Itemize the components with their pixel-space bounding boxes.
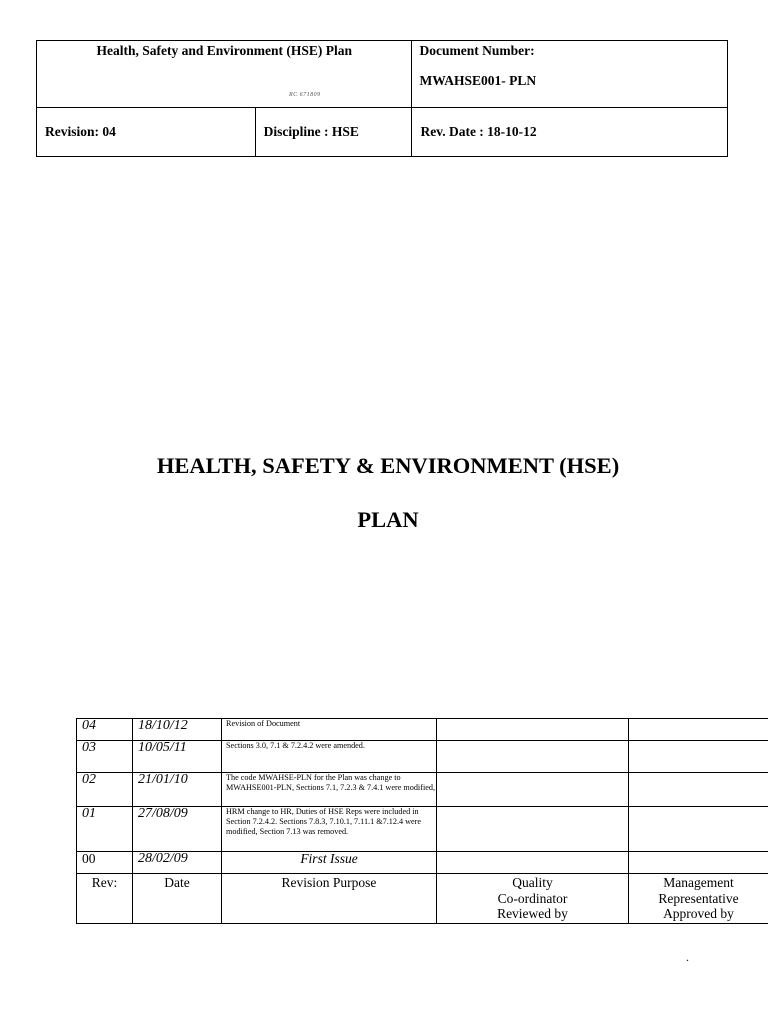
header-title-cell <box>37 41 412 108</box>
approved-cell <box>629 852 768 874</box>
table-row <box>77 773 768 807</box>
approved-cell <box>629 773 768 807</box>
revision-cell <box>37 108 256 157</box>
approved-cell <box>629 807 768 852</box>
date-cell: 18/10/12 <box>133 719 222 741</box>
stamp-text: RC 671809 <box>289 92 321 98</box>
date-cell: 27/08/09 <box>133 807 222 852</box>
table-row <box>77 807 768 852</box>
reviewed-cell <box>437 852 629 874</box>
quality-line-1: Quality <box>512 875 553 890</box>
reviewed-cell <box>437 719 629 741</box>
document-number-cell <box>412 41 728 108</box>
purpose-cell: First Issue <box>222 852 437 874</box>
document-header-table <box>36 40 728 157</box>
date-cell: 21/01/10 <box>133 773 222 807</box>
rev-date-cell <box>412 108 728 157</box>
table-row <box>77 719 768 741</box>
footer-mark: . <box>686 950 689 964</box>
table-row <box>77 741 768 773</box>
mgmt-line-1: Management <box>663 875 734 890</box>
purpose-cell: The code MWAHSE-PLN for the Plan was change to MWAHSE001-PLN, Sections 7.1, 7.2.3 & 7.4.1 were modified, <box>222 773 437 807</box>
rev-cell: 01 <box>77 807 133 852</box>
revision-text: Revision: 04 <box>45 124 116 139</box>
rev-date-text: Rev. Date : 18-10-12 <box>420 124 537 139</box>
rev-cell: 02 <box>77 773 133 807</box>
document-title: Health, Safety and Environment (HSE) Plan <box>96 43 352 58</box>
reviewed-cell <box>437 741 629 773</box>
approved-cell <box>629 719 768 741</box>
reviewed-cell <box>437 807 629 852</box>
reviewed-by-column-header <box>437 874 629 924</box>
date-cell: 10/05/11 <box>133 741 222 773</box>
rev-column-header: Rev: <box>77 874 133 924</box>
purpose-cell: Sections 3.0, 7.1 & 7.2.4.2 were amended. <box>222 741 437 773</box>
purpose-cell: HRM change to HR, Duties of HSE Reps were included in Section 7.2.4.2. Sections 7.8.3, 7.10.1, 7.11.1 &7.12.4 were modified, Section 7.13 was removed. <box>222 807 437 852</box>
rev-cell: 04 <box>77 719 133 741</box>
discipline-text: Discipline : HSE <box>263 124 359 139</box>
reviewed-cell <box>437 773 629 807</box>
rev-cell: 03 <box>77 741 133 773</box>
purpose-column-header: Revision Purpose <box>222 874 437 924</box>
revision-history-table <box>76 718 768 924</box>
document-number-label: Document Number: <box>419 43 535 58</box>
table-row <box>77 852 768 874</box>
mgmt-line-2: Representative <box>658 890 739 906</box>
approved-cell <box>629 741 768 773</box>
approved-by-column-header <box>629 874 768 924</box>
quality-line-2: Co-ordinator <box>497 890 568 906</box>
rev-cell: 00 <box>77 852 133 874</box>
purpose-cell: Revision of Document <box>222 719 437 741</box>
mgmt-line-3: Approved by <box>663 906 734 922</box>
table-header-row <box>77 874 768 924</box>
discipline-cell <box>255 108 412 157</box>
document-number: MWAHSE001- PLN <box>419 73 537 88</box>
page-subtitle: PLAN <box>357 507 419 532</box>
quality-line-3: Reviewed by <box>497 906 568 922</box>
date-column-header: Date <box>133 874 222 924</box>
page-title: HEALTH, SAFETY & ENVIRONMENT (HSE) <box>156 453 620 478</box>
date-cell: 28/02/09 <box>133 852 222 874</box>
